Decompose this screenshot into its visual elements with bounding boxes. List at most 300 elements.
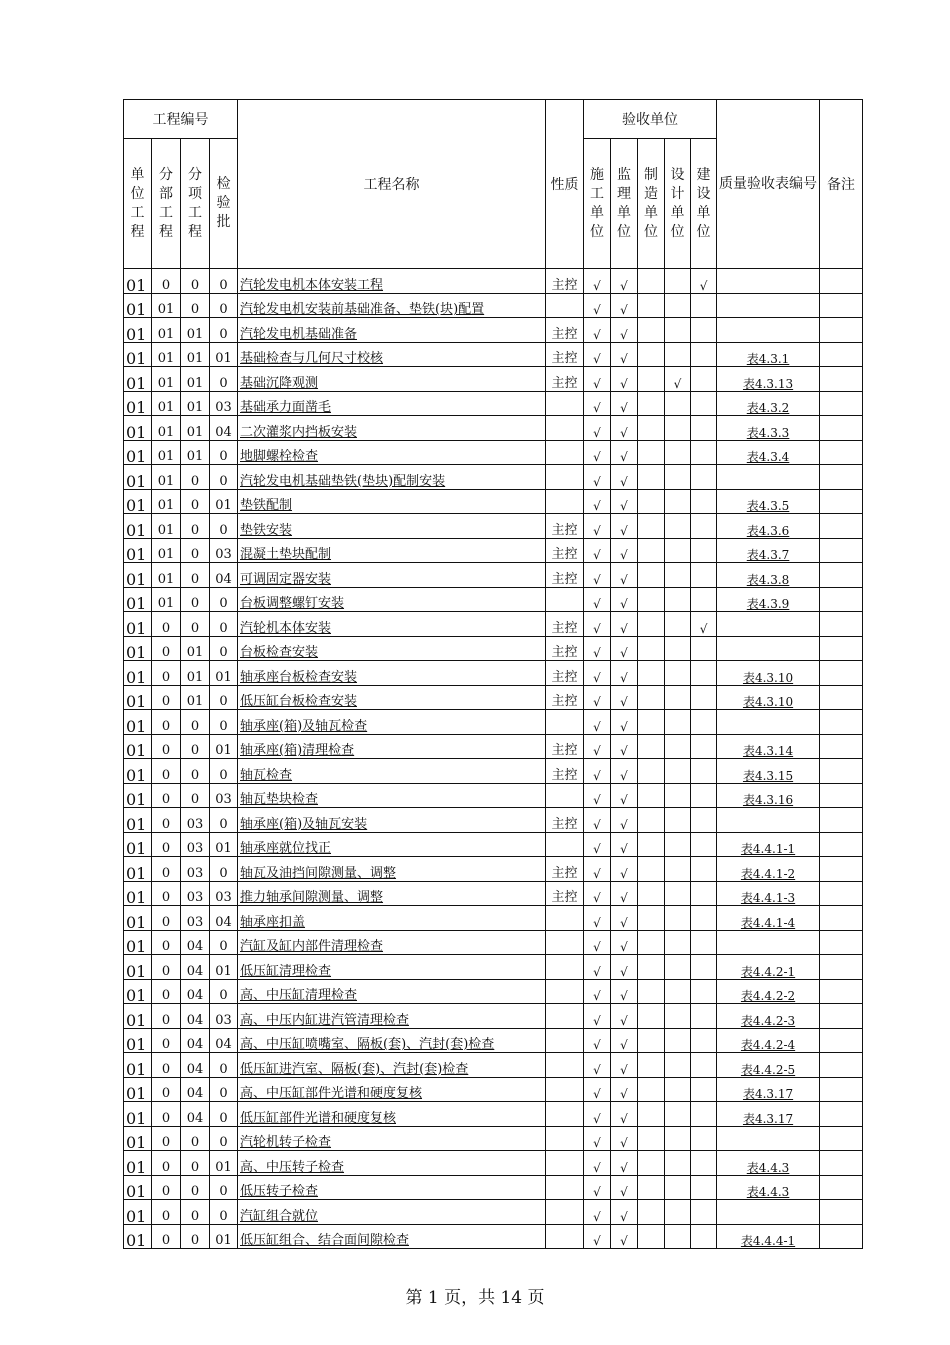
form-number-cell: [717, 293, 820, 318]
remark: [820, 832, 863, 857]
form-number-cell: [717, 318, 820, 343]
item-code: 01: [181, 685, 210, 710]
batch-code: 01: [210, 832, 238, 857]
form-number-cell: [717, 1175, 820, 1200]
unit-code: 01: [124, 734, 152, 759]
header-design: 设计单位: [670, 166, 685, 240]
build-check: [691, 416, 717, 441]
unit-code: 01: [124, 808, 152, 833]
item-code: 0: [181, 293, 210, 318]
project-name: 高、中压转子检查: [240, 1159, 345, 1175]
manufacture-check: [638, 636, 665, 661]
construct-check: √: [584, 1102, 611, 1127]
design-check: [665, 881, 691, 906]
form-number-cell: [717, 881, 820, 906]
header-group-code: 工程编号: [124, 100, 238, 139]
design-check: [665, 979, 691, 1004]
project-name-cell: [238, 710, 546, 735]
form-number-cell: [717, 783, 820, 808]
supervise-check: √: [611, 1175, 638, 1200]
nature: [546, 1004, 584, 1029]
part-code: 0: [152, 930, 181, 955]
batch-code: 0: [210, 465, 238, 490]
part-code: 01: [152, 293, 181, 318]
design-check: [665, 759, 691, 784]
item-code: 01: [181, 661, 210, 686]
manufacture-check: [638, 1200, 665, 1225]
remark: [820, 685, 863, 710]
part-code: 0: [152, 906, 181, 931]
design-check: [665, 930, 691, 955]
form-number: 表4.4.2-5: [740, 1062, 796, 1077]
unit-code: 01: [124, 832, 152, 857]
manufacture-check: [638, 832, 665, 857]
manufacture-check: [638, 1004, 665, 1029]
build-check: [691, 489, 717, 514]
supervise-check: √: [611, 1151, 638, 1176]
item-code: 0: [181, 734, 210, 759]
part-code: 0: [152, 269, 181, 294]
unit-code: 01: [124, 440, 152, 465]
project-name: 汽轮发电机安装前基础准备、垫铁(块)配置: [240, 302, 485, 317]
build-check: [691, 710, 717, 735]
manufacture-check: [638, 538, 665, 563]
nature: 主控: [546, 318, 584, 343]
form-number: 表4.4.3: [746, 1160, 790, 1175]
remark: [820, 759, 863, 784]
form-number: 表4.3.15: [742, 768, 794, 783]
nature: 主控: [546, 538, 584, 563]
manufacture-check: [638, 391, 665, 416]
batch-code: 01: [210, 955, 238, 980]
remark: [820, 661, 863, 686]
item-code: 0: [181, 612, 210, 637]
unit-code: 01: [124, 685, 152, 710]
construct-check: √: [584, 661, 611, 686]
design-check: [665, 685, 691, 710]
construct-check: √: [584, 293, 611, 318]
item-code: 0: [181, 587, 210, 612]
form-number-cell: [717, 538, 820, 563]
remark: [820, 416, 863, 441]
supervise-check: √: [611, 538, 638, 563]
manufacture-check: [638, 661, 665, 686]
remark: [820, 783, 863, 808]
build-check: [691, 636, 717, 661]
project-name-cell: [238, 1102, 546, 1127]
supervise-check: √: [611, 857, 638, 882]
manufacture-check: [638, 734, 665, 759]
part-code: 0: [152, 783, 181, 808]
construct-check: √: [584, 514, 611, 539]
manufacture-check: [638, 367, 665, 392]
supervise-check: √: [611, 391, 638, 416]
form-number: 表4.3.17: [742, 1111, 794, 1126]
form-number-cell: [717, 514, 820, 539]
project-name: 轴瓦垫块检查: [240, 792, 319, 807]
design-check: [665, 636, 691, 661]
design-check: [665, 1151, 691, 1176]
remark: [820, 563, 863, 588]
build-check: [691, 881, 717, 906]
nature: 主控: [546, 563, 584, 588]
header-batch: 检验批: [216, 176, 231, 230]
unit-code: 01: [124, 636, 152, 661]
part-code: 0: [152, 636, 181, 661]
table-row: [124, 783, 863, 808]
nature: 主控: [546, 881, 584, 906]
form-number: 表4.4.1-1: [740, 842, 796, 856]
unit-code: 01: [124, 979, 152, 1004]
project-name: 低压缸台板检查安装: [240, 694, 358, 709]
item-code: 0: [181, 514, 210, 539]
part-code: 0: [152, 1028, 181, 1053]
construct-check: √: [584, 1028, 611, 1053]
supervise-check: √: [611, 367, 638, 392]
project-name: 基础承力面凿毛: [240, 400, 332, 415]
part-code: 01: [152, 342, 181, 367]
item-code: 03: [181, 881, 210, 906]
construct-check: √: [584, 391, 611, 416]
build-check: [691, 1077, 717, 1102]
remark: [820, 906, 863, 931]
nature: [546, 1151, 584, 1176]
unit-code: 01: [124, 293, 152, 318]
construct-check: √: [584, 367, 611, 392]
supervise-check: √: [611, 1004, 638, 1029]
build-check: [691, 1151, 717, 1176]
table-body: [124, 269, 863, 1249]
form-number: 表4.4.2-3: [740, 1013, 796, 1028]
build-check: [691, 440, 717, 465]
supervise-check: √: [611, 1053, 638, 1078]
form-number: 表4.4.1-3: [740, 891, 796, 905]
form-number-cell: [717, 1151, 820, 1176]
form-number: 表4.3.10: [742, 695, 794, 709]
supervise-check: √: [611, 710, 638, 735]
design-check: [665, 1102, 691, 1127]
batch-code: 0: [210, 293, 238, 318]
project-name: 台板调整螺钉安装: [240, 596, 345, 611]
supervise-check: √: [611, 318, 638, 343]
remark: [820, 391, 863, 416]
part-code: 0: [152, 685, 181, 710]
batch-code: 04: [210, 563, 238, 588]
remark: [820, 489, 863, 514]
supervise-check: √: [611, 416, 638, 441]
manufacture-check: [638, 612, 665, 637]
header-item-cell: [181, 139, 210, 269]
batch-code: 0: [210, 612, 238, 637]
remark: [820, 293, 863, 318]
form-number: 表4.3.13: [742, 376, 794, 391]
project-name-cell: [238, 563, 546, 588]
form-number-cell: [717, 1200, 820, 1225]
design-check: [665, 563, 691, 588]
construct-check: √: [584, 269, 611, 294]
supervise-check: √: [611, 832, 638, 857]
project-name-cell: [238, 832, 546, 857]
batch-code: 01: [210, 734, 238, 759]
form-number-cell: [717, 342, 820, 367]
project-name: 轴瓦检查: [240, 767, 293, 783]
manufacture-check: [638, 440, 665, 465]
item-code: 03: [181, 808, 210, 833]
manufacture-check: [638, 881, 665, 906]
unit-code: 01: [124, 1028, 152, 1053]
form-number-cell: [717, 440, 820, 465]
construct-check: √: [584, 832, 611, 857]
construct-check: √: [584, 636, 611, 661]
remark: [820, 1200, 863, 1225]
unit-code: 01: [124, 881, 152, 906]
remark: [820, 1175, 863, 1200]
manufacture-check: [638, 1077, 665, 1102]
part-code: 0: [152, 979, 181, 1004]
batch-code: 0: [210, 514, 238, 539]
manufacture-check: [638, 808, 665, 833]
supervise-check: √: [611, 661, 638, 686]
part-code: 01: [152, 538, 181, 563]
manufacture-check: [638, 489, 665, 514]
nature: 主控: [546, 857, 584, 882]
nature: [546, 1175, 584, 1200]
unit-code: 01: [124, 857, 152, 882]
manufacture-check: [638, 685, 665, 710]
build-check: [691, 1200, 717, 1225]
acceptance-table: [123, 99, 863, 1249]
form-number-cell: [717, 857, 820, 882]
form-number-cell: [717, 391, 820, 416]
table-row: [124, 881, 863, 906]
remark: [820, 808, 863, 833]
design-check: [665, 734, 691, 759]
supervise-check: √: [611, 906, 638, 931]
part-code: 01: [152, 563, 181, 588]
unit-code: 01: [124, 318, 152, 343]
table-row: [124, 465, 863, 490]
batch-code: 04: [210, 906, 238, 931]
supervise-check: √: [611, 293, 638, 318]
project-name-cell: [238, 514, 546, 539]
project-name-cell: [238, 955, 546, 980]
manufacture-check: [638, 1053, 665, 1078]
batch-code: 03: [210, 538, 238, 563]
part-code: 01: [152, 489, 181, 514]
construct-check: √: [584, 1200, 611, 1225]
project-name-cell: [238, 1151, 546, 1176]
unit-code: 01: [124, 587, 152, 612]
supervise-check: √: [611, 783, 638, 808]
construct-check: √: [584, 563, 611, 588]
unit-code: 01: [124, 1200, 152, 1225]
construct-check: √: [584, 734, 611, 759]
batch-code: 0: [210, 930, 238, 955]
build-check: [691, 1175, 717, 1200]
table-row: [124, 1175, 863, 1200]
batch-code: 0: [210, 857, 238, 882]
part-code: 01: [152, 367, 181, 392]
build-check: [691, 759, 717, 784]
part-code: 0: [152, 1102, 181, 1127]
batch-code: 0: [210, 710, 238, 735]
form-number: 表4.3.1: [746, 352, 790, 366]
header-supervise-cell: [611, 139, 638, 269]
table-row: [124, 857, 863, 882]
build-check: [691, 514, 717, 539]
part-code: 0: [152, 1004, 181, 1029]
part-code: 0: [152, 955, 181, 980]
supervise-check: √: [611, 881, 638, 906]
header-design-cell: [665, 139, 691, 269]
supervise-check: √: [611, 269, 638, 294]
build-check: [691, 538, 717, 563]
manufacture-check: [638, 1102, 665, 1127]
construct-check: √: [584, 342, 611, 367]
part-code: 0: [152, 832, 181, 857]
design-check: [665, 808, 691, 833]
construct-check: √: [584, 489, 611, 514]
build-check: √: [691, 269, 717, 294]
unit-code: 01: [124, 1004, 152, 1029]
header-unit: 单位工程: [130, 166, 145, 240]
item-code: 0: [181, 563, 210, 588]
form-number: 表4.4.1-4: [740, 915, 796, 930]
batch-code: 0: [210, 1053, 238, 1078]
table-row: [124, 1102, 863, 1127]
nature: 主控: [546, 808, 584, 833]
manufacture-check: [638, 906, 665, 931]
form-number: 表4.4.1-2: [740, 866, 796, 881]
build-check: [691, 930, 717, 955]
batch-code: 04: [210, 416, 238, 441]
form-number-cell: [717, 1004, 820, 1029]
build-check: √: [691, 612, 717, 637]
construct-check: √: [584, 906, 611, 931]
part-code: 0: [152, 612, 181, 637]
design-check: [665, 1175, 691, 1200]
supervise-check: √: [611, 1200, 638, 1225]
form-number-cell: [717, 661, 820, 686]
nature: 主控: [546, 661, 584, 686]
nature: [546, 979, 584, 1004]
build-check: [691, 661, 717, 686]
project-name-cell: [238, 612, 546, 637]
item-code: 04: [181, 930, 210, 955]
construct-check: √: [584, 1126, 611, 1151]
design-check: [665, 612, 691, 637]
manufacture-check: [638, 318, 665, 343]
construct-check: √: [584, 1053, 611, 1078]
build-check: [691, 318, 717, 343]
construct-check: √: [584, 930, 611, 955]
project-name-cell: [238, 1200, 546, 1225]
unit-code: 01: [124, 465, 152, 490]
form-number-cell: [717, 710, 820, 735]
item-code: 04: [181, 979, 210, 1004]
table-row: [124, 489, 863, 514]
project-name-cell: [238, 906, 546, 931]
remark: [820, 734, 863, 759]
project-name-cell: [238, 979, 546, 1004]
nature: 主控: [546, 269, 584, 294]
nature: [546, 391, 584, 416]
project-name: 可调固定器安装: [240, 571, 332, 587]
design-check: [665, 391, 691, 416]
build-check: [691, 857, 717, 882]
header-supervise: 监理单位: [617, 166, 631, 240]
batch-code: 0: [210, 269, 238, 294]
form-number: 表4.3.3: [746, 425, 790, 440]
project-name: 推力轴承间隙测量、调整: [240, 890, 384, 905]
form-number-cell: [717, 1102, 820, 1127]
batch-code: 0: [210, 1175, 238, 1200]
build-check: [691, 979, 717, 1004]
nature: 主控: [546, 685, 584, 710]
nature: [546, 1224, 584, 1249]
nature: [546, 906, 584, 931]
form-number-cell: [717, 416, 820, 441]
project-name: 汽缸及缸内部件清理检查: [240, 939, 384, 954]
design-check: [665, 906, 691, 931]
header-nature: 性质: [546, 100, 584, 269]
manufacture-check: [638, 930, 665, 955]
nature: [546, 955, 584, 980]
part-code: 0: [152, 1175, 181, 1200]
design-check: [665, 832, 691, 857]
project-name-cell: [238, 1053, 546, 1078]
table-row: [124, 514, 863, 539]
form-number-cell: [717, 1028, 820, 1053]
design-check: [665, 440, 691, 465]
construct-check: √: [584, 538, 611, 563]
unit-code: 01: [124, 391, 152, 416]
part-code: 0: [152, 857, 181, 882]
manufacture-check: [638, 465, 665, 490]
remark: [820, 612, 863, 637]
project-name-cell: [238, 1126, 546, 1151]
batch-code: 0: [210, 685, 238, 710]
project-name-cell: [238, 783, 546, 808]
unit-code: 01: [124, 514, 152, 539]
remark: [820, 955, 863, 980]
design-check: [665, 587, 691, 612]
part-code: 01: [152, 514, 181, 539]
table-row: [124, 1028, 863, 1053]
design-check: √: [665, 367, 691, 392]
form-number-cell: [717, 587, 820, 612]
nature: [546, 930, 584, 955]
project-name: 汽轮发电机基础垫铁(垫块)配制安装: [240, 473, 446, 489]
manufacture-check: [638, 342, 665, 367]
project-name: 低压缸部件光谱和硬度复核: [240, 1110, 397, 1126]
build-check: [691, 293, 717, 318]
table-row: [124, 1077, 863, 1102]
form-number-cell: [717, 465, 820, 490]
part-code: 01: [152, 465, 181, 490]
form-number: 表4.3.16: [742, 793, 794, 807]
part-code: 01: [152, 318, 181, 343]
table-header: [124, 100, 863, 269]
unit-code: 01: [124, 1175, 152, 1200]
form-number: 表4.3.5: [746, 499, 790, 513]
table-row: [124, 563, 863, 588]
manufacture-check: [638, 759, 665, 784]
form-number-cell: [717, 563, 820, 588]
batch-code: 04: [210, 1028, 238, 1053]
supervise-check: √: [611, 808, 638, 833]
batch-code: 0: [210, 759, 238, 784]
